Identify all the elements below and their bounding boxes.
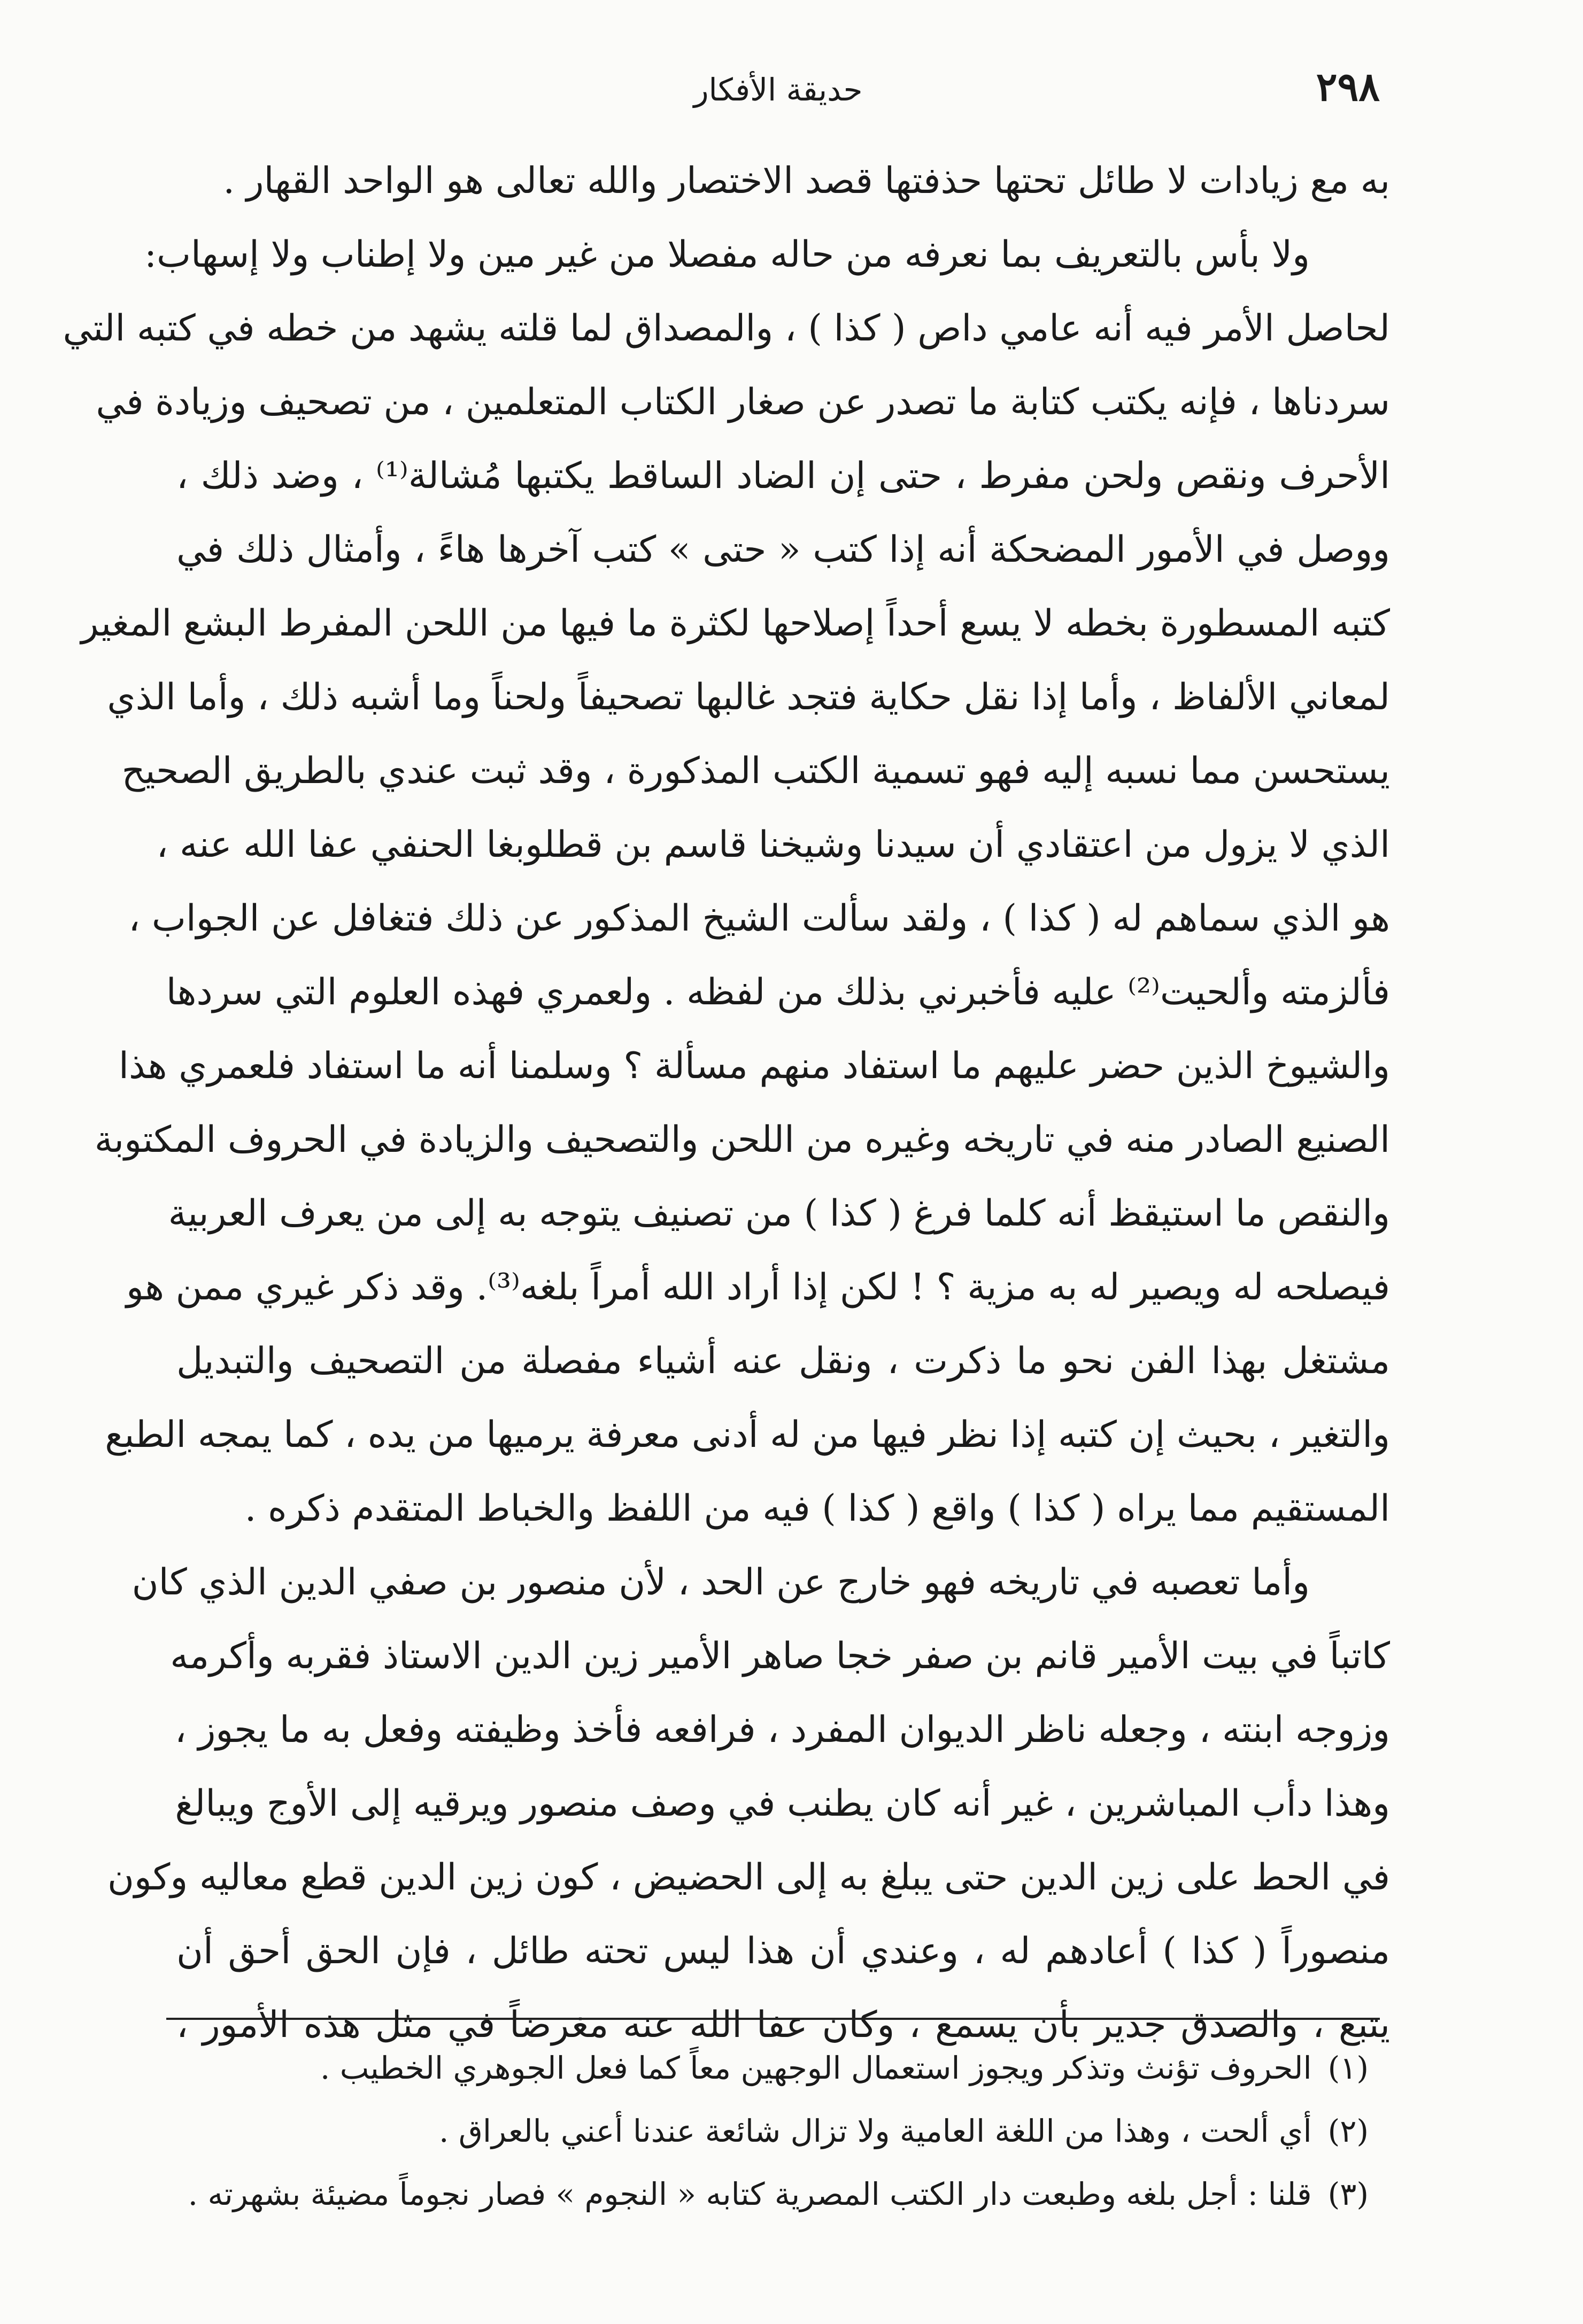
text-line: الصنيع الصادر منه في تاريخه وغيره من اللحن والتصحيف والزيادة في الحروف المكتوبة [94, 1119, 1390, 1161]
text-line: فيصلحه له ويصير له به مزية ؟ ! لكن إذا أراد الله أمراً بلغه⁽³⁾. وقد ذكر غيري ممن هو [126, 1266, 1390, 1308]
text-line: كاتباً في بيت الأمير قانم بن صفر خجا صاهر الأمير زين الدين الاستاذ فقربه وأكرمه [170, 1635, 1390, 1677]
text-line: كتبه المسطورة بخطه لا يسع أحداً إصلاحها لكثرة ما فيها من اللحن المفرط البشع المغير [81, 602, 1390, 645]
running-title: حديقة الأفكار [693, 72, 863, 108]
footnote-text: الحروف تؤنث وتذكر ويجوز استعمال الوجهين معاً كما فعل الجوهري الخطيب . [320, 2050, 1312, 2086]
page-header [176, 64, 1380, 123]
text-line: ووصل في الأمور المضحكة أنه إذا كتب « حتى » كتب آخرها هاءً ، وأمثال ذلك في [176, 529, 1390, 571]
text-line: به مع زيادات لا طائل تحتها حذفتها قصد الاختصار والله تعالى هو الواحد القهار . [223, 160, 1390, 202]
text-line: ولا بأس بالتعريف بما نعرفه من حاله مفصلا من غير مين ولا إطناب ولا إسهاب: [144, 234, 1310, 276]
text-line: هو الذي سماهم له ( كذا ) ، ولقد سألت الشيخ المذكور عن ذلك فتغافل عن الجواب ، [128, 897, 1390, 940]
footnote-divider [166, 2018, 1380, 2020]
footnote [176, 2036, 1390, 2100]
text-line: الأحرف ونقص ولحن مفرط ، حتى إن الضاد الساقط يكتبها مُشالة⁽¹⁾ ، وضد ذلك ، [176, 455, 1391, 497]
footnotes [176, 2036, 1390, 2226]
text-line: والتغير ، بحيث إن كتبه إذا نظر فيها من له أدنى معرفة يرميها من يده ، كما يمجه الطبع [105, 1414, 1390, 1456]
text-line: فألزمته وألحيت⁽²⁾ عليه فأخبرني بذلك من لفظه . ولعمري فهذه العلوم التي سردها [166, 971, 1390, 1013]
text-line: يتبع ، والصدق جدير بأن يسمع ، وكان عفا الله عنه مغرضاً في مثل هذه الأمور ، [176, 2004, 1390, 2046]
text-line: وأما تعصبه في تاريخه فهو خارج عن الحد ، لأن منصور بن صفي الدين الذي كان [132, 1561, 1310, 1603]
text-line: سردناها ، فإنه يكتب كتابة ما تصدر عن صغار الكتاب المتعلمين ، من تصحيف وزيادة في [96, 381, 1390, 423]
text-line: والنقص ما استيقظ أنه كلما فرغ ( كذا ) من تصنيف يتوجه به إلى من يعرف العربية [168, 1192, 1390, 1235]
footnote-number: (١) [1327, 2050, 1369, 2086]
text-line: منصوراً ( كذا ) أعادهم له ، وعندي أن هذا ليس تحته طائل ، فإن الحق أحق أن [176, 1930, 1390, 1972]
text-line: وهذا دأب المباشرين ، غير أنه كان يطنب في وصف منصور ويرقيه إلى الأوج ويبالغ [175, 1783, 1390, 1825]
text-line: الذي لا يزول من اعتقادي أن سيدنا وشيخنا قاسم بن قطلوبغا الحنفي عفا الله عنه ، [156, 824, 1390, 866]
text-line: في الحط على زين الدين حتى يبلغ به إلى الحضيض ، كون زين الدين قطع معاليه وكون [107, 1856, 1390, 1899]
footnote-number: (٢) [1327, 2113, 1369, 2149]
footnote-number: (٣) [1327, 2176, 1369, 2212]
text-line: والشيوخ الذين حضر عليهم ما استفاد منهم مسألة ؟ وسلمنا أنه ما استفاد فلعمري هذا [119, 1045, 1390, 1087]
text-line: يستحسن مما نسبه إليه فهو تسمية الكتب المذكورة ، وقد ثبت عندي بالطريق الصحيح [121, 750, 1390, 792]
text-line: المستقيم مما يراه ( كذا ) واقع ( كذا ) فيه من اللفظ والخباط المتقدم ذكره . [244, 1488, 1390, 1530]
page-number: ٢٩٨ [1316, 64, 1380, 110]
main-text [63, 144, 1391, 2062]
text-line: وزوجه ابنته ، وجعله ناظر الديوان المفرد ، فرافعه فأخذ وظيفته وفعل به ما يجوز ، [174, 1709, 1390, 1751]
text-line: مشتغل بهذا الفن نحو ما ذكرت ، ونقل عنه أشياء مفصلة من التصحيف والتبديل [176, 1340, 1390, 1382]
footnote [176, 2163, 1390, 2226]
text-line: لمعاني الألفاظ ، وأما إذا نقل حكاية فتجد غالبها تصحيفاً ولحناً وما أشبه ذلك ، وأما الذي [107, 676, 1390, 718]
footnote-text: قلنا : أجل بلغه وطبعت دار الكتب المصرية كتابه « النجوم » فصار نجوماً مضيئة بشهرته . [188, 2176, 1312, 2212]
text-line: لحاصل الأمر فيه أنه عامي داص ( كذا ) ، والمصداق لما قلته يشهد من خطه في كتبه التي [63, 307, 1390, 350]
footnote [176, 2100, 1390, 2163]
footnote-text: أي ألحت ، وهذا من اللغة العامية ولا تزال شائعة عندنا أعني بالعراق . [439, 2113, 1312, 2149]
